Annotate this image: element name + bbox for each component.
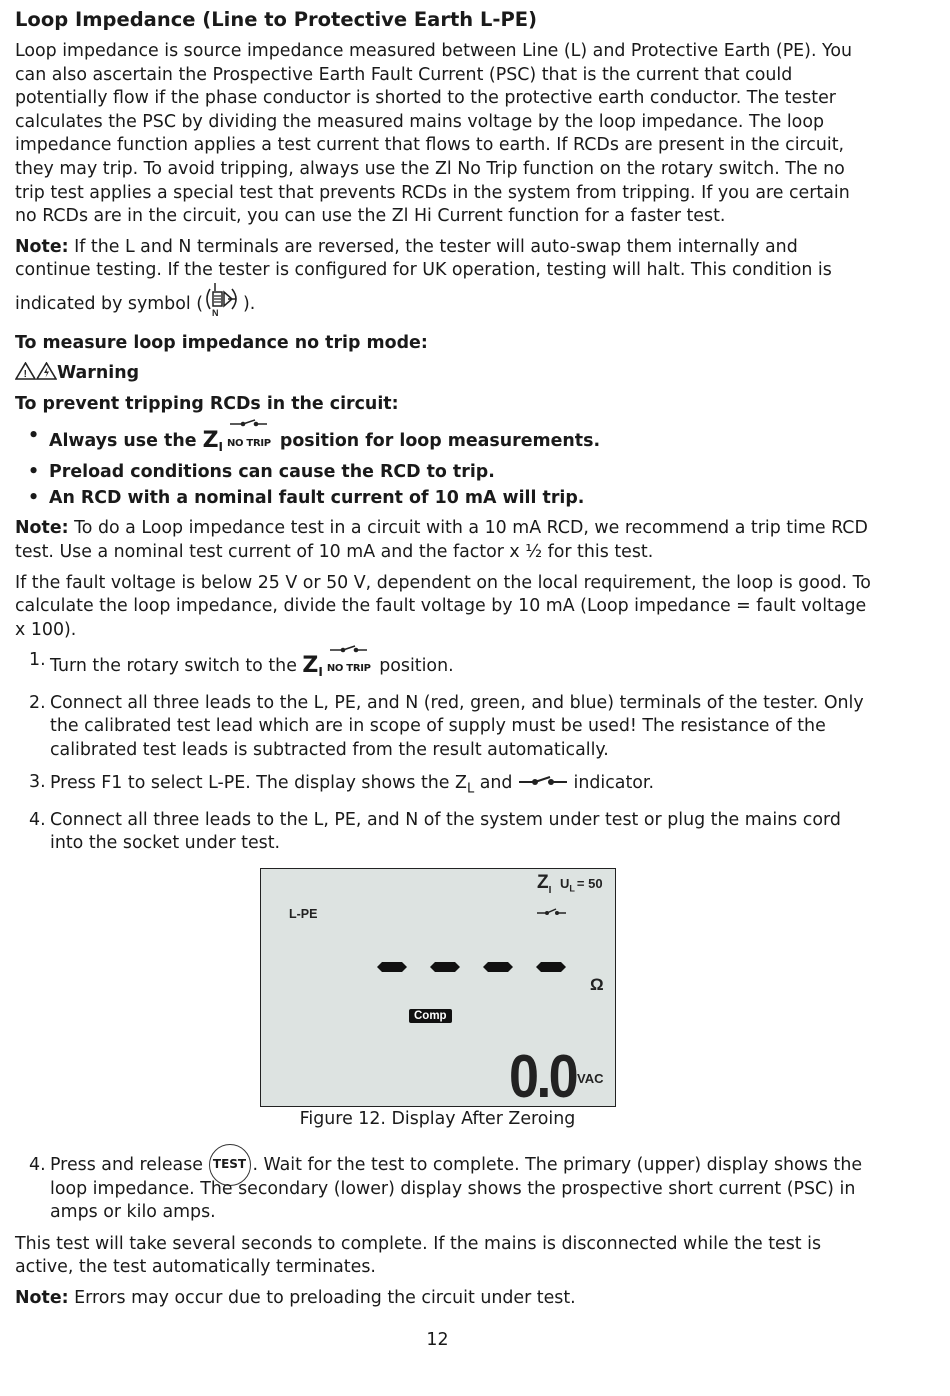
measure-heading: To measure loop impedance no trip mode: [15, 332, 428, 353]
step-1: 1. Turn the rotary switch to the $Z_I$ NO TRIP position. [15, 649, 875, 684]
warning-label: Warning [57, 363, 140, 384]
list-item [15, 423, 875, 459]
bullet-text: Always use the [49, 431, 197, 452]
step-4: 4. Connect all three leads to the L, PE, and N of the system under test or plug the mains cord into the socket under test. [29, 809, 841, 854]
prevent-heading: To prevent tripping RCDs in the circuit: [15, 393, 399, 414]
procedure-steps [15, 649, 875, 855]
note-10ma-rcd [15, 517, 875, 564]
test-button-icon: TEST [209, 1144, 251, 1186]
note-preloading [15, 1287, 875, 1311]
lcd-dash-segments [373, 958, 573, 977]
lcd-ohm-unit: Ω [590, 975, 604, 994]
no-trip-symbol: NO TRIP [327, 649, 371, 681]
hazard-icon [15, 363, 36, 383]
note-label: Note: [15, 518, 69, 539]
note-text: Errors may occur due to preloading the circuit under test. [74, 1287, 576, 1308]
note-text-end: ). [243, 293, 256, 314]
note-label: Note: [15, 236, 69, 257]
step-2: 2. Connect all three leads to the L, PE, and N (red, green, and blue) terminals of the tester. Only the calibrated test lead which are in scope of supply must be used! The resistance of the calibrated test leads is subtracted from the result automatically. [29, 692, 864, 761]
fault-voltage-paragraph: If the fault voltage is below 25 V or 50 V, dependent on the local requirement, the loop is good. To calculate the loop impedance, divide the fault voltage by 10 mA (Loop impedance = fault voltage x 100). [15, 572, 871, 640]
list-item: • Preload conditions can cause the RCD to trip. [15, 459, 875, 485]
lcd-mode-label: L-PE [289, 907, 318, 921]
lower-section [15, 1154, 875, 1318]
lcd-display-figure [260, 868, 616, 1110]
intro-paragraph: Loop impedance is source impedance measured between Line (L) and Protective Earth (PE). You can also ascertain the Prospective Earth Fault Current (PSC) that is the current that could potentially flow if the phase conductor is shorted to the protective earth conductor. The tester calculates the PSC by dividing the measured mains voltage by the loop impedance. The loop impedance function applies a test current that flows to earth. If RCDs are present in the circuit, they may trip. To avoid tripping, always use the Zl No Trip function on the rotary switch. The no trip test applies a special test that prevents RCDs in the system from tripping. If you are certain no RCDs are in the circuit, you can use the Zl Hi Current function for a faster test. [15, 41, 852, 227]
switch-indicator-icon [518, 771, 568, 795]
lcd-switch-icon [537, 902, 567, 921]
lcd-comp-indicator: Comp [409, 1009, 452, 1023]
lcd-reading: 0.0 [509, 1043, 576, 1110]
svg-text:!: ! [23, 369, 27, 381]
auto-swap-icon [203, 283, 243, 325]
shock-hazard-icon [36, 363, 57, 383]
step-press-test: 4. Press and release TEST . Wait for the test to complete. The primary (upper) display shows the loop impedance. The secondary (lower) display shows the prospective short current (PSC) in amps or kilo amps. [15, 1154, 875, 1225]
page-number: 12 [426, 1330, 449, 1350]
zl-symbol: $Z_I$ [202, 428, 223, 455]
bullet-text: position for loop measurements. [279, 431, 601, 452]
procedure-steps-continued [15, 1154, 875, 1225]
zl-symbol: $Z_I$ [302, 653, 323, 680]
lcd-ul-limit: $U_L = 50$ [560, 876, 603, 894]
figure-caption: Figure 12. Display After Zeroing [299, 1109, 576, 1129]
section-title: Loop Impedance (Line to Protective Earth L-PE) [15, 8, 537, 31]
no-trip-symbol: NO TRIP [227, 423, 271, 457]
svg-text:N: N [212, 307, 219, 317]
note-text: If the L and N terminals are reversed, the tester will auto-swap them internally and continue testing. If the tester is configured for UK operation, testing will halt. This condition is indicated by symbol ( [15, 236, 832, 314]
manual-page [15, 8, 875, 1350]
warning-list [15, 423, 875, 511]
note-label: Note: [15, 1287, 69, 1308]
note-reversed-terminals [15, 236, 875, 325]
note-text: To do a Loop impedance test in a circuit with a 10 mA RCD, we recommend a trip time RCD test. Use a nominal test current of 10 mA and the factor x ½ for this test. [15, 518, 868, 562]
step-3: 3. Press F1 to select L-PE. The display shows the $Z_L$ and indicator. [29, 771, 654, 796]
lcd-zl-symbol: $Z_I$ [537, 872, 552, 896]
lcd-unit-vac: VAC [577, 1071, 604, 1086]
closing-paragraph: This test will take several seconds to complete. If the mains is disconnected while the test is active, the test automatically terminates. [15, 1233, 822, 1278]
warning-heading [15, 362, 875, 386]
list-item: • An RCD with a nominal fault current of 10 mA will trip. [15, 485, 875, 511]
